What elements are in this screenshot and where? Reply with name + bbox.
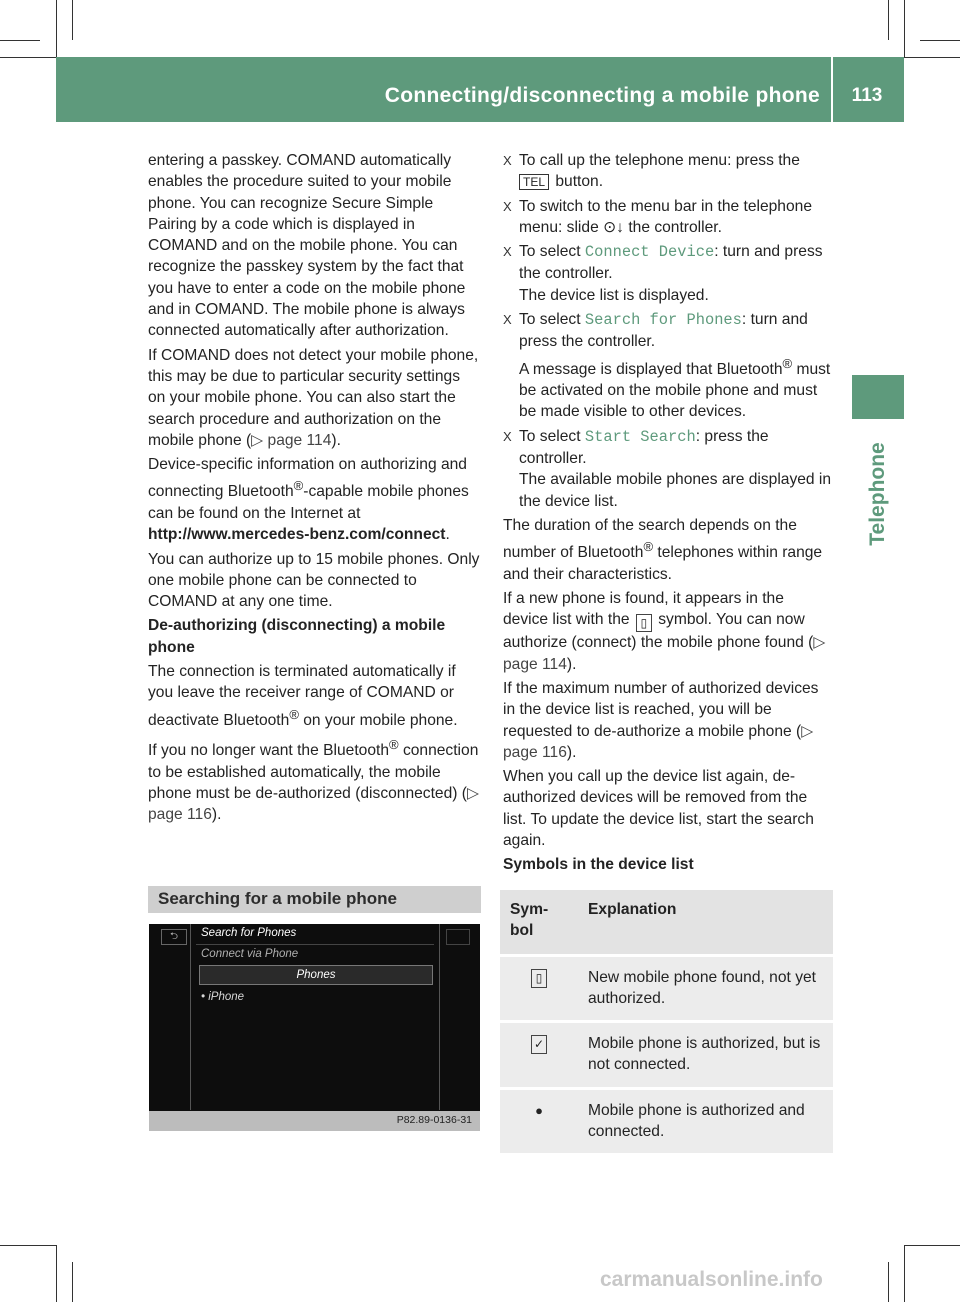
- step-bullet-icon: X: [503, 244, 512, 260]
- new-phone-icon: ▯: [531, 969, 547, 988]
- tel-key-icon: TEL: [519, 174, 549, 190]
- list-item: X To call up the telephone menu: press the TEL button.: [503, 152, 800, 191]
- crop-mark: [904, 57, 960, 58]
- header-divider: [831, 57, 833, 122]
- menu-row-search-for-phones: Search for Phones: [201, 927, 297, 939]
- paragraph: entering a passkey. COMAND automatically enables the procedure suited to your mobile phone. You can recognize Secure Simple Pairing by a code which is displayed in COMAND and on the mobile phone. You can recognize the passkey system by the fact that you have to enter a code on the mobile phone and in COMAND. The mobile phone is always connected automatically after authorization.: [148, 152, 466, 340]
- table-cell: New mobile phone found, not yet authorized.: [578, 955, 833, 1022]
- table-header-row: [500, 890, 833, 955]
- menu-row-iphone: • iPhone: [201, 991, 245, 1003]
- table-row: [500, 955, 833, 1022]
- paragraph: If the maximum number of authorized devices in the device list is reached, you will be requested to de-authorize a mobile phone (▷ page 116).: [503, 679, 819, 761]
- crop-mark: [56, 1245, 57, 1302]
- list-item: X To switch to the menu bar in the telephone menu: slide ⊙↓ the controller.: [503, 197, 812, 236]
- table-cell: Mobile phone is authorized and connected.: [578, 1088, 833, 1153]
- new-phone-icon: ▯: [636, 614, 652, 632]
- crop-mark: [920, 40, 960, 41]
- reference-arrow-icon: ▷: [251, 431, 264, 449]
- paragraph: When you call up the device list again, de-authorized devices will be removed from the list. To update the device list, start the search again.: [503, 768, 814, 849]
- left-column: [148, 150, 481, 828]
- page-title: Connecting/disconnecting a mobile phone: [384, 84, 820, 107]
- subheading: De-authorizing (disconnecting) a mobile phone: [148, 617, 446, 656]
- subheading: Symbols in the device list: [503, 856, 694, 874]
- paragraph: The connection is terminated automatically if you leave the receiver range of COMAND or deactivate Bluetooth® on your mobile phone.: [148, 663, 458, 729]
- list-item: X To select Connect Device: turn and press the controller. The device list is displayed.: [503, 243, 823, 304]
- crop-mark: [888, 1262, 889, 1302]
- step-bullet-icon: X: [503, 153, 512, 168]
- menu-separator: [196, 944, 434, 945]
- controller-slide-down-icon: ⊙↓: [603, 218, 624, 236]
- list-item: X To select Search for Phones: turn and press the controller. A message is displayed that Bluetooth® must be activated on the mobile phone and must be made visible to other devices.: [503, 311, 831, 421]
- step-bullet-icon: X: [503, 312, 512, 328]
- crop-mark: [72, 1262, 73, 1302]
- watermark: carmanualsonline.info: [600, 1268, 823, 1291]
- image-code: P82.89-0136-31: [396, 1114, 472, 1126]
- paragraph: If a new phone is found, it appears in the device list with the ▯ symbol. You can now authorize (connect) the mobile phone found (▷ page 114).: [503, 590, 826, 673]
- symbols-table: [500, 890, 833, 1153]
- authorized-phone-icon: ✓: [531, 1035, 547, 1054]
- crop-mark: [56, 0, 57, 57]
- page-reference[interactable]: page 114: [267, 431, 332, 449]
- right-column: [503, 150, 833, 879]
- list-item: X To select Start Search: press the controller. The available mobile phones are displayed in the device list.: [503, 427, 832, 510]
- website-link[interactable]: http://www.mercedes-benz.com/connect: [148, 526, 446, 544]
- section-heading: Searching for a mobile phone: [158, 889, 397, 908]
- page-number: 113: [851, 85, 883, 106]
- paragraph: The duration of the search depends on the number of Bluetooth® telephones within range and their characteristics.: [503, 516, 823, 583]
- chapter-tab-block: [852, 375, 904, 419]
- paragraph: Device-specific information on authorizing and connecting Bluetooth®-capable mobile phones can be found on the Internet at http://www.mercedes-benz.com/connect.: [148, 456, 469, 544]
- paragraph: If COMAND does not detect your mobile phone, this may be due to particular security settings on your mobile phone. You can also start the search procedure and authorization on the mobile phone (▷ page 114).: [148, 346, 479, 449]
- menu-term: Search for Phones: [584, 311, 742, 330]
- display-side-button: [446, 929, 470, 945]
- menu-row-connect-via-phone: Connect via Phone: [201, 948, 299, 960]
- crop-mark: [904, 0, 905, 57]
- crop-mark: [0, 57, 56, 58]
- back-icon: ⮌: [161, 929, 187, 945]
- connected-dot-icon: ●: [535, 1102, 543, 1118]
- instruction-steps: [503, 150, 833, 512]
- reference-arrow-icon: ▷: [467, 784, 479, 802]
- display-menu: [190, 924, 440, 1110]
- reference-arrow-icon: ▷: [801, 722, 814, 740]
- table-row: [500, 1022, 833, 1089]
- crop-mark: [0, 40, 40, 41]
- table-header-symbol: Sym-bol: [500, 890, 578, 955]
- chapter-tab-label: Telephone: [866, 442, 889, 546]
- display-screenshot: [149, 924, 480, 1131]
- crop-mark: [888, 0, 889, 40]
- step-bullet-icon: X: [503, 198, 512, 214]
- table-row: [500, 1088, 833, 1153]
- page-reference[interactable]: page 116: [148, 806, 212, 824]
- step-bullet-icon: X: [503, 428, 512, 444]
- paragraph: If you no longer want the Bluetooth® connection to be established automatically, the mobile phone must be de-authorized (disconnected) (▷ page 116).: [148, 737, 479, 824]
- paragraph: You can authorize up to 15 mobile phones. Only one mobile phone can be connected to COMAND at any one time.: [148, 550, 480, 611]
- crop-mark: [904, 1245, 905, 1302]
- reference-arrow-icon: ▷: [813, 634, 826, 652]
- table-header-explanation: Explanation: [578, 890, 833, 955]
- table-cell: Mobile phone is authorized, but is not connected.: [578, 1022, 833, 1089]
- menu-term: Start Search: [584, 427, 696, 446]
- page-reference[interactable]: page 116: [503, 743, 567, 761]
- crop-mark: [72, 0, 73, 40]
- menu-phones-header: Phones: [199, 965, 433, 985]
- page-reference[interactable]: page 114: [503, 655, 567, 673]
- menu-term: Connect Device: [584, 243, 715, 262]
- crop-mark: [904, 1245, 960, 1246]
- crop-mark: [0, 1245, 56, 1246]
